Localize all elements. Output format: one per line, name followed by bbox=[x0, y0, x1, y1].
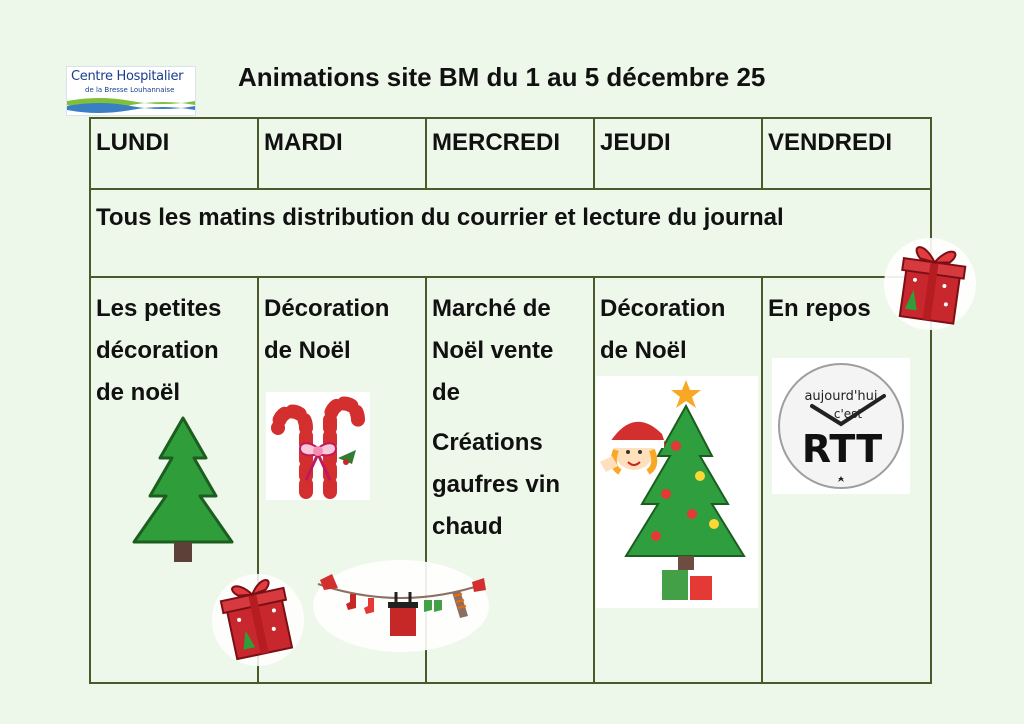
activity-line: Marché de bbox=[432, 295, 551, 322]
logo-wave-icon bbox=[67, 95, 195, 115]
day-header-friday: VENDREDI bbox=[762, 118, 931, 189]
daily-banner-text: Tous les matins distribution du courrier et lecture du journal bbox=[96, 204, 784, 231]
activity-line: de Noël bbox=[264, 337, 351, 364]
elf-tree-icon bbox=[596, 376, 758, 608]
daily-banner-cell bbox=[90, 189, 931, 277]
activity-line: En repos bbox=[768, 295, 871, 322]
activity-line: décoration bbox=[96, 337, 219, 364]
activity-line: Les petites bbox=[96, 295, 222, 322]
activity-line: Noël vente bbox=[432, 337, 554, 364]
logo-title: Centre Hospitalier bbox=[71, 69, 184, 84]
activity-line: Décoration bbox=[264, 295, 390, 322]
day-header-tuesday: MARDI bbox=[258, 118, 426, 189]
day-header-monday: LUNDI bbox=[90, 118, 258, 189]
logo-subtitle: de la Bresse Louhannaise bbox=[85, 86, 175, 94]
candy-cane-icon bbox=[266, 392, 370, 500]
activity-line: de Noël bbox=[600, 337, 687, 364]
day-header-thursday: JEUDI bbox=[594, 118, 762, 189]
activity-line: de noël bbox=[96, 379, 181, 406]
day-header-row bbox=[90, 118, 931, 189]
daily-banner-row bbox=[90, 189, 931, 277]
hospital-logo bbox=[66, 66, 196, 116]
clock-icon bbox=[772, 358, 910, 494]
clock-text-main: RTT bbox=[801, 427, 883, 471]
activity-line: chaud bbox=[432, 513, 503, 540]
clock-text-top: aujourd'hui bbox=[804, 389, 878, 404]
activity-line: gaufres vin bbox=[432, 471, 561, 498]
clock-text-mid: c'est bbox=[833, 407, 863, 421]
activity-line: de bbox=[432, 379, 461, 406]
garland-icon bbox=[312, 556, 490, 652]
gift-box-icon bbox=[878, 232, 978, 332]
christmas-tree-icon bbox=[128, 414, 238, 566]
activity-line: Décoration bbox=[600, 295, 726, 322]
activity-line: Créations bbox=[432, 429, 543, 456]
gift-box-icon bbox=[210, 566, 306, 670]
page-title: Animations site BM du 1 au 5 décembre 25 bbox=[238, 62, 766, 92]
day-header-wednesday: MERCREDI bbox=[426, 118, 594, 189]
